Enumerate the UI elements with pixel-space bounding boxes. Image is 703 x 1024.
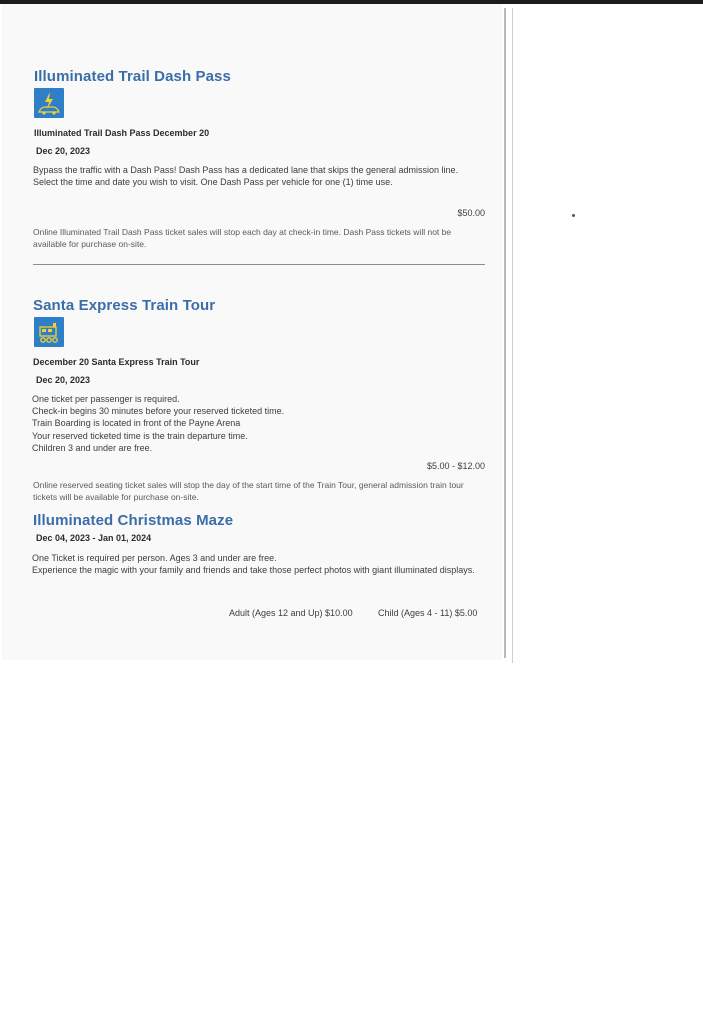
- scan-speck: [572, 214, 575, 217]
- scan-edge-line: [504, 8, 506, 658]
- maze-line: Experience the magic with your family and friends and take those perfect photos with giant illuminated displays.: [32, 565, 475, 575]
- train-tour-price: $5.00 - $12.00: [426, 461, 485, 471]
- scan-edge-line-secondary: [512, 8, 513, 663]
- dash-pass-title: Illuminated Trail Dash Pass: [34, 68, 231, 85]
- maze-price-child: Child (Ages 4 - 11) $5.00: [378, 608, 478, 618]
- dash-pass-price: $50.00: [457, 208, 485, 218]
- train-tour-line: One ticket per passenger is required.: [32, 394, 180, 404]
- dash-pass-date: Dec 20, 2023: [36, 146, 91, 156]
- section-divider: [33, 264, 485, 265]
- maze-details: [32, 552, 482, 576]
- maze-title: Illuminated Christmas Maze: [33, 512, 234, 529]
- train-tour-note: Online reserved seating ticket sales will stop the day of the start time of the Train Tour, general admission train tour tickets will be available for purchase on-site.: [33, 480, 464, 502]
- train-tour-line: Children 3 and under are free.: [32, 442, 153, 453]
- maze-price-adult: Adult (Ages 12 and Up) $10.00: [229, 608, 353, 618]
- dash-pass-note: Online Illuminated Trail Dash Pass ticket sales will stop each day at check-in time. Dash Pass tickets will not be available for purchase on-site.: [33, 227, 452, 249]
- train-tour-line: Train Boarding is located in front of the Payne Arena: [32, 418, 241, 429]
- train-tour-details: [32, 393, 284, 454]
- maze-line: One Ticket is required per person. Ages 3 and under are free.: [32, 553, 277, 563]
- dash-pass-event-name: Illuminated Trail Dash Pass December 20: [34, 128, 210, 138]
- train-tour-title: Santa Express Train Tour: [33, 297, 216, 314]
- train-tour-line: Your reserved ticketed time is the train departure time.: [32, 430, 248, 441]
- train-icon: [34, 317, 64, 347]
- train-tour-line: Check-in begins 30 minutes before your reserved ticketed time.: [32, 406, 285, 417]
- train-tour-event-name: December 20 Santa Express Train Tour: [33, 357, 200, 367]
- maze-date: Dec 04, 2023 - Jan 01, 2024: [36, 533, 152, 543]
- train-tour-date: Dec 20, 2023: [36, 375, 91, 385]
- lightning-car-icon: [34, 88, 64, 118]
- dash-pass-description: Bypass the traffic with a Dash Pass! Dash Pass has a dedicated lane that skips the general admission line. Select the time and date you wish to visit. One Dash Pass per vehicle for one (1) time use.: [33, 165, 459, 187]
